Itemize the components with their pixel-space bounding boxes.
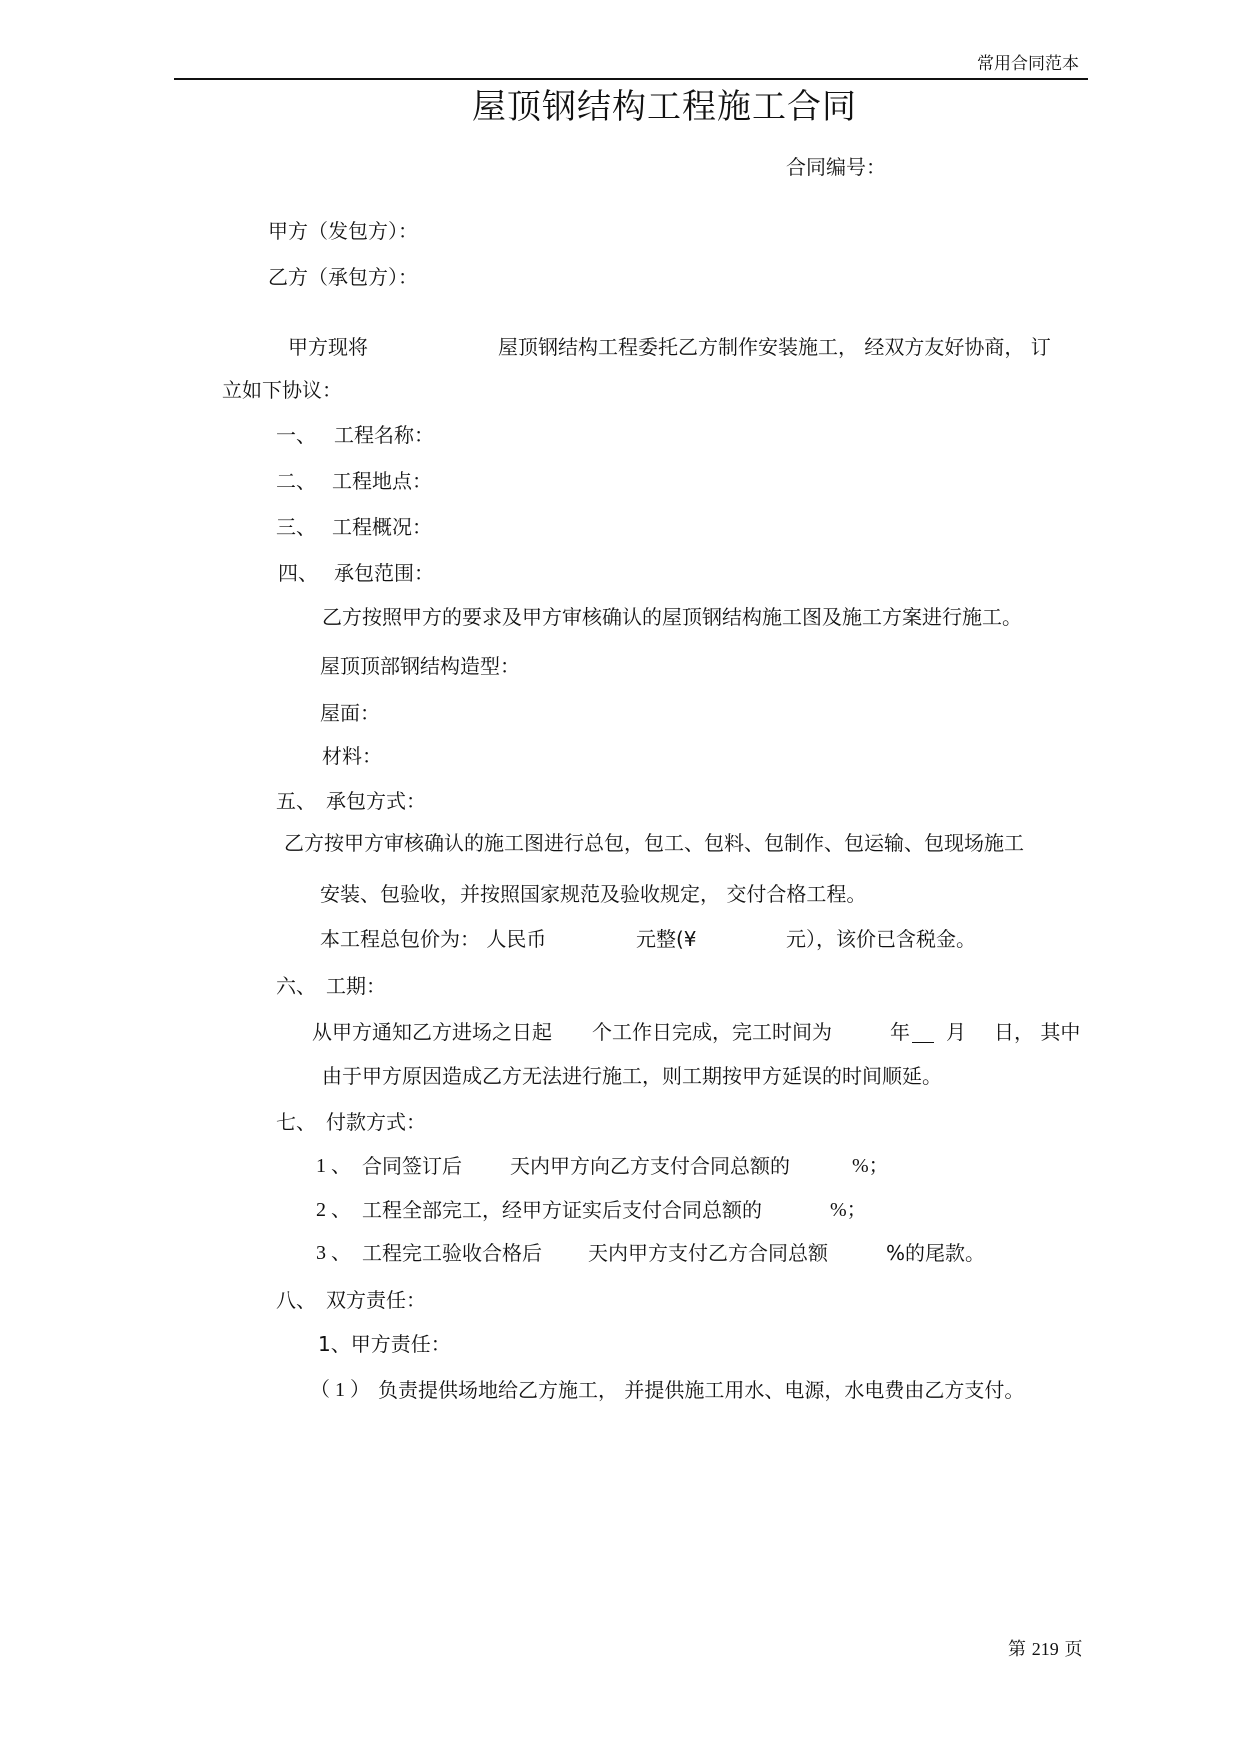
contract-number-label: 合同编号：	[786, 155, 886, 179]
section-5-number: 五、	[276, 789, 316, 813]
intro-part2: 屋顶钢结构工程委托乙方制作安装施工， 经双方友好协商， 订	[498, 335, 1051, 359]
section-5-label: 承包方式：	[326, 789, 426, 813]
section-6-month: 月	[946, 1020, 966, 1044]
document-title: 屋顶钢结构工程施工合同	[472, 87, 857, 127]
payment-item-2-number: 2 、	[316, 1199, 351, 1221]
section-6-label: 工期：	[326, 974, 386, 998]
section-8-item1-number: （ 1 ）	[310, 1379, 370, 1401]
section-2-label: 工程地点：	[332, 469, 432, 493]
section-4-number: 四、	[278, 561, 318, 585]
section-6-text-a: 从甲方通知乙方进场之日起	[312, 1020, 552, 1044]
intro-continuation: 立如下协议：	[222, 378, 342, 402]
section-5-price-c: 元），该价已含税金。	[786, 927, 976, 951]
party-a-label: 甲方（发包方）：	[268, 219, 418, 243]
section-6-line2: 由于甲方原因造成乙方无法进行施工，则工期按甲方延误的时间顺延。	[322, 1064, 942, 1088]
section-8-sub1: 1、甲方责任：	[318, 1332, 451, 1356]
section-8-label: 双方责任：	[326, 1288, 426, 1312]
section-2-number: 二、	[276, 469, 316, 493]
payment-item-3-number: 3 、	[316, 1242, 351, 1264]
payment-item-1-percent: %；	[852, 1155, 889, 1177]
payment-item-3-text-a: 工程完工验收合格后	[362, 1241, 542, 1265]
section-3-number: 三、	[276, 515, 316, 539]
section-6-number: 六、	[276, 974, 316, 998]
section-6-year-blank	[912, 1042, 934, 1043]
header-label: 常用合同范本	[977, 54, 1079, 74]
section-4-line1: 乙方按照甲方的要求及甲方审核确认的屋顶钢结构施工图及施工方案进行施工。	[322, 605, 1022, 629]
payment-item-3-text-b: 天内甲方支付乙方合同总额	[588, 1241, 828, 1265]
intro-part1: 甲方现将	[288, 335, 368, 359]
page-suffix: 页	[1064, 1639, 1083, 1660]
payment-item-1-number: 1 、	[316, 1155, 351, 1177]
header-rule	[174, 78, 1088, 80]
page-number: 219	[1031, 1639, 1059, 1659]
section-1-label: 工程名称：	[334, 423, 434, 447]
payment-item-3-percent: %的尾款。	[886, 1241, 986, 1265]
section-5-price-b: 元整(¥	[636, 927, 697, 951]
payment-item-1-text-a: 合同签订后	[362, 1154, 462, 1178]
section-4-line3: 屋面：	[320, 701, 380, 725]
payment-item-2-percent: %；	[830, 1199, 867, 1221]
section-5-price-a: 本工程总包价为： 人民币	[320, 927, 547, 951]
section-7-number: 七、	[276, 1110, 316, 1134]
payment-item-1-text-b: 天内甲方向乙方支付合同总额的	[510, 1154, 790, 1178]
section-4-line4: 材料：	[322, 744, 382, 768]
section-6-day: 日， 其中	[994, 1020, 1081, 1044]
section-4-label: 承包范围：	[334, 561, 434, 585]
section-4-line2: 屋顶顶部钢结构造型：	[320, 654, 520, 678]
section-7-label: 付款方式：	[326, 1110, 426, 1134]
page-prefix: 第	[1008, 1639, 1026, 1660]
section-5-line2: 安装、包验收，并按照国家规范及验收规定， 交付合格工程。	[320, 882, 867, 906]
section-6-text-b: 个工作日完成，完工时间为	[592, 1020, 832, 1044]
party-b-label: 乙方（承包方）：	[268, 265, 418, 289]
section-6-year: 年	[890, 1020, 910, 1044]
section-1-number: 一、	[276, 423, 316, 447]
section-5-line1: 乙方按甲方审核确认的施工图进行总包，包工、包料、包制作、包运输、包现场施工	[284, 831, 1024, 855]
section-3-label: 工程概况：	[332, 515, 432, 539]
page-footer	[1008, 1640, 1082, 1659]
payment-item-2-text-a: 工程全部完工，经甲方证实后支付合同总额的	[362, 1198, 762, 1222]
section-8-number: 八、	[276, 1288, 316, 1312]
section-8-item1-text: 负责提供场地给乙方施工， 并提供施工用水、电源，水电费由乙方支付。	[378, 1378, 1025, 1402]
